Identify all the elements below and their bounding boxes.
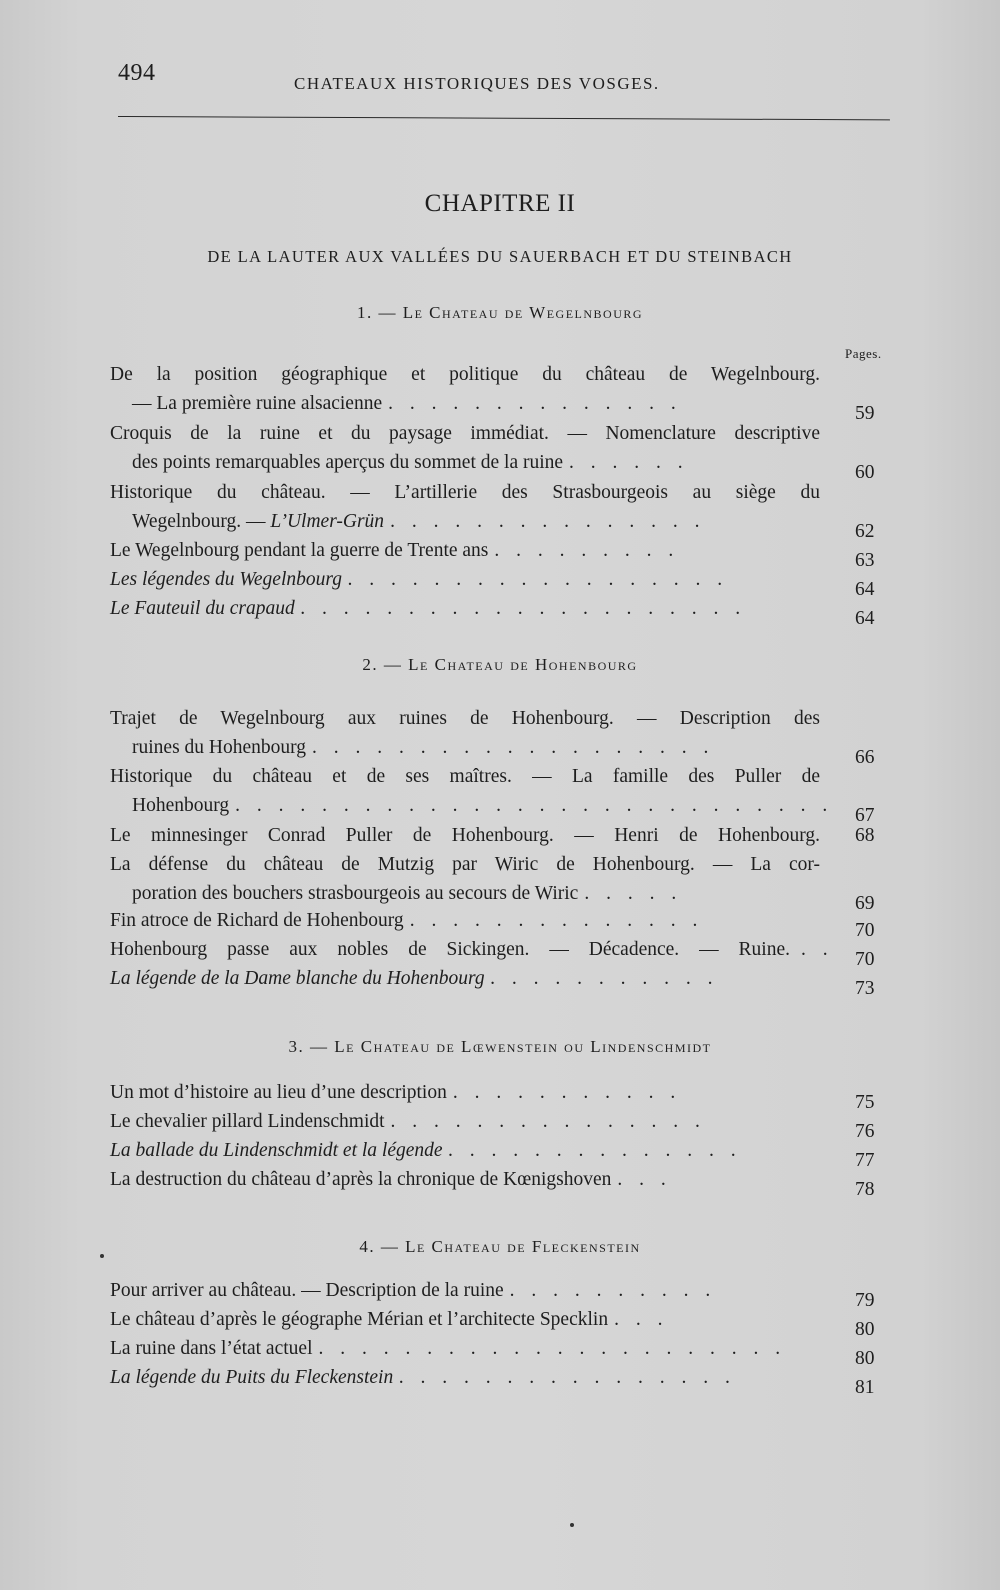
page-ref: 76 [855, 1121, 875, 1142]
page-ref: 67 [855, 805, 875, 826]
entry-text: Le chevalier pillard Lindenschmidt [110, 1111, 385, 1132]
page-ref: 59 [855, 403, 875, 424]
section-heading-1: 1. — Le Chateau de Wegelnbourg [356, 303, 644, 322]
toc-entry [110, 360, 900, 424]
entry-text: La ruine dans l’état actuel [110, 1338, 313, 1359]
entry-text: Historique du château et de ses maîtres. — La famille des Puller de [110, 766, 820, 787]
toc-entry [110, 821, 900, 850]
dot-leader: . . . . . . . . . . . . . . [409, 910, 704, 931]
dot-leader: . . . . . . . . . . . . . . [388, 393, 682, 414]
entry-text: poration des bouchers strasbourgeois au secours de Wiric [132, 883, 579, 904]
page-ref: 63 [855, 550, 875, 571]
toc-entry [110, 1107, 900, 1142]
header-rule [118, 116, 890, 120]
page-ref: 73 [855, 978, 875, 999]
entry-text: La légende du Puits du Fleckenstein [110, 1367, 394, 1388]
page-ref: 66 [855, 747, 875, 768]
page-ref: 80 [855, 1319, 875, 1340]
dot-leader: . . . . . . . . . . . . . . . . . . . . . . [318, 1338, 787, 1359]
toc-entry [110, 1078, 900, 1113]
page-ref: 64 [855, 608, 875, 629]
entry-text: — La première ruine alsacienne [132, 393, 383, 414]
dot-leader: . . . . . . . . . . . . . . . [390, 1111, 706, 1132]
dot-leader: . . . . . . . . . . . . . . . . . . . . . . . . . . . . [235, 795, 834, 816]
page-ref: 70 [855, 920, 875, 941]
entry-text: Un mot d’histoire au lieu d’une description [110, 1082, 447, 1103]
toc-entry [110, 964, 900, 999]
dot-leader: . . . . . . . . . . . . . . . . . . . . . [300, 598, 747, 619]
entry-text: Hohenbourg [132, 795, 230, 816]
page-ref: 77 [855, 1150, 875, 1171]
print-speck [570, 1523, 574, 1527]
page-ref: 60 [855, 462, 875, 483]
dot-leader: . . . . . . . . . . . [490, 968, 719, 989]
toc-entry [110, 536, 900, 571]
entry-text: La légende de la Dame blanche du Hohenbourg [110, 968, 485, 989]
chapter-subtitle: DE LA LAUTER AUX VALLÉES DU SAUERBACH ET DU STEINBACH [207, 247, 793, 266]
entry-text: Croquis de la ruine et du paysage immédiat. — Nomenclature descriptive [110, 423, 820, 444]
print-speck [100, 1254, 104, 1258]
section-heading-2: 2. — Le Chateau de Hohenbourg [362, 655, 638, 674]
entry-text: La ballade du Lindenschmidt et la légende [110, 1140, 443, 1161]
toc-entry [110, 594, 900, 629]
entry-text: Le minnesinger Conrad Puller de Hohenbourg. — Henri de Hohenbourg. [110, 825, 820, 846]
page-ref: 79 [855, 1290, 875, 1311]
entry-text: Les légendes du Wegelnbourg [110, 569, 342, 590]
dot-leader: . . . . . . [569, 452, 689, 473]
toc-entry [110, 906, 900, 941]
page-ref: 64 [855, 579, 875, 600]
section-heading-3: 3. — Le Chateau de Lœwenstein ou Lindenschmidt [288, 1037, 712, 1056]
page-ref: 75 [855, 1092, 875, 1113]
page-ref: 78 [855, 1179, 875, 1200]
entry-text: ruines du Hohenbourg [132, 737, 307, 758]
page-ref: 70 [855, 949, 875, 970]
page-ref: 69 [855, 893, 875, 914]
entry-text: La destruction du château d’après la chronique de Kœnigshoven [110, 1169, 612, 1190]
dot-leader: . . . . . . . . . . . [452, 1082, 682, 1103]
entry-text-italic: L’Ulmer-Grün [270, 511, 385, 532]
entry-text: Trajet de Wegelnbourg aux ruines de Hohenbourg. — Description des [110, 708, 820, 729]
entry-text: Le Wegelnbourg pendant la guerre de Trente ans [110, 540, 489, 561]
dot-leader: . . . . . . . . . . . . . . . . . . . [312, 737, 715, 758]
toc-entry [110, 1136, 900, 1171]
toc-entry [110, 478, 900, 542]
pages-column-label: Pages. [845, 346, 882, 361]
page-ref: 62 [855, 521, 875, 542]
page-number: 494 [118, 60, 156, 86]
dot-leader: . . . . . . . . . . . . . . . [390, 511, 706, 532]
dot-leader: . . . . . . . . . . [509, 1280, 717, 1301]
running-head [118, 60, 888, 100]
toc-entry [110, 1305, 900, 1340]
toc-entry [110, 1165, 900, 1200]
entry-text: Fin atroce de Richard de Hohenbourg [110, 910, 404, 931]
entry-text: Wegelnbourg. — [132, 511, 266, 532]
dot-leader: . . . . . . . . . . . . . . . . . . [347, 569, 729, 590]
entry-text: Historique du château. — L’artillerie des Strasbourgeois au siège du [110, 482, 820, 503]
running-title: CHATEAUX HISTORIQUES DES VOSGES. [294, 74, 660, 93]
dot-leader: . . . . . . . . . . . . . . [448, 1140, 743, 1161]
section-heading-4: 4. — Le Chateau de Fleckenstein [359, 1237, 641, 1256]
entry-text: Le château d’après le géographe Mérian et l’architecte Specklin [110, 1309, 609, 1330]
toc-entry [110, 419, 900, 483]
toc-entry [110, 935, 900, 970]
entry-text: Hohenbourg passe aux nobles de Sickingen. — Décadence. — Ruine. [110, 939, 790, 960]
dot-leader: . . . . . . . . . [494, 540, 680, 561]
entry-text: des points remarquables aperçus du sommet de la ruine [132, 452, 564, 473]
dot-leader: . . . [617, 1169, 672, 1190]
page-ref: 68 [855, 825, 875, 846]
toc-entry [110, 1363, 900, 1398]
toc-entry [110, 762, 900, 826]
dot-leader: . . [801, 939, 834, 960]
toc-entry [110, 704, 900, 768]
dot-leader: . . . . . [584, 883, 683, 904]
toc-entry [110, 565, 900, 600]
page-ref: 80 [855, 1348, 875, 1369]
toc-entry [110, 1334, 900, 1369]
entry-text: De la position géographique et politique du château de Wegelnbourg. [110, 364, 820, 385]
entry-text: Pour arriver au château. — Description de la ruine [110, 1280, 504, 1301]
dot-leader: . . . [614, 1309, 669, 1330]
chapter-title: CHAPITRE II [424, 190, 576, 217]
toc-entry [110, 850, 900, 914]
entry-text: Le Fauteuil du crapaud [110, 598, 295, 619]
dot-leader: . . . . . . . . . . . . . . . . [399, 1367, 737, 1388]
toc-entry [110, 1276, 900, 1311]
page-ref: 81 [855, 1377, 875, 1398]
entry-text: La défense du château de Mutzig par Wiric de Hohenbourg. — La cor- [110, 854, 820, 875]
